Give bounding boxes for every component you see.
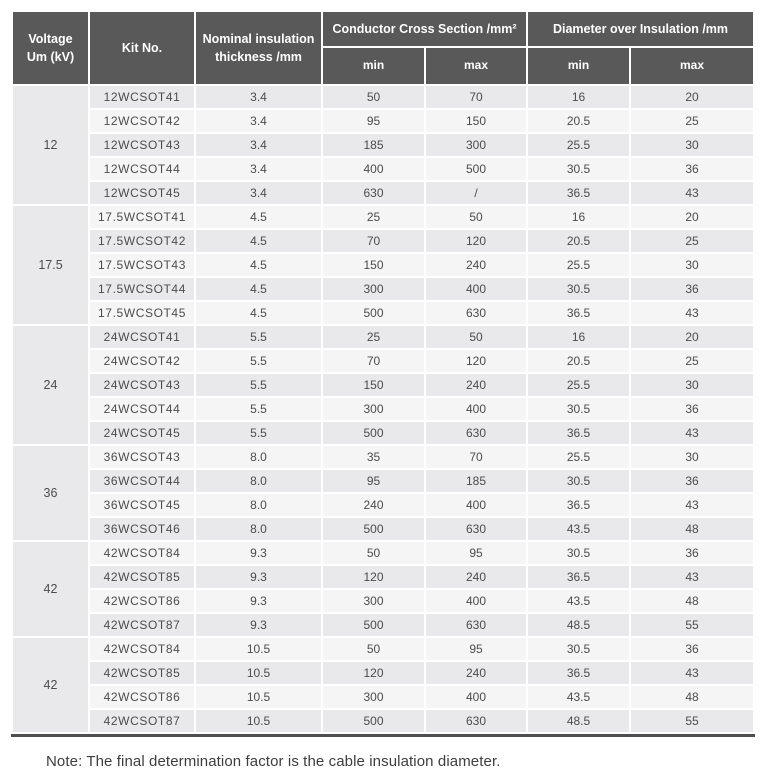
table-row [13, 254, 753, 276]
dia-min-cell: 48.5 [528, 710, 629, 732]
col-header-dia-max: max [631, 48, 753, 84]
ccs-max-cell: / [426, 182, 526, 204]
dia-max-cell: 30 [631, 254, 753, 276]
table-row [13, 158, 753, 180]
ccs-max-cell: 300 [426, 134, 526, 156]
table-row [13, 206, 753, 228]
dia-max-cell: 30 [631, 134, 753, 156]
ccs-min-cell: 120 [323, 566, 424, 588]
ccs-min-cell: 500 [323, 710, 424, 732]
dia-max-cell: 55 [631, 710, 753, 732]
thickness-cell: 4.5 [196, 206, 321, 228]
ccs-min-cell: 300 [323, 686, 424, 708]
dia-min-cell: 25.5 [528, 254, 629, 276]
ccs-max-cell: 120 [426, 350, 526, 372]
dia-min-cell: 25.5 [528, 134, 629, 156]
dia-max-cell: 25 [631, 350, 753, 372]
ccs-min-cell: 500 [323, 614, 424, 636]
table-row [13, 542, 753, 564]
table-row [13, 686, 753, 708]
kit-no-cell: 12WCSOT43 [90, 134, 194, 156]
table-row [13, 494, 753, 516]
dia-max-cell: 48 [631, 518, 753, 540]
col-header-thickness-line2: thickness /mm [215, 50, 302, 64]
dia-min-cell: 30.5 [528, 542, 629, 564]
thickness-cell: 10.5 [196, 662, 321, 684]
thickness-cell: 10.5 [196, 638, 321, 660]
dia-min-cell: 30.5 [528, 278, 629, 300]
thickness-cell: 4.5 [196, 230, 321, 252]
kit-no-cell: 17.5WCSOT41 [90, 206, 194, 228]
kit-no-cell: 36WCSOT44 [90, 470, 194, 492]
dia-min-cell: 20.5 [528, 230, 629, 252]
ccs-max-cell: 630 [426, 518, 526, 540]
ccs-max-cell: 400 [426, 494, 526, 516]
kit-no-cell: 24WCSOT41 [90, 326, 194, 348]
kit-no-cell: 12WCSOT44 [90, 158, 194, 180]
dia-max-cell: 43 [631, 566, 753, 588]
table-row [13, 134, 753, 156]
dia-min-cell: 36.5 [528, 494, 629, 516]
kit-no-cell: 42WCSOT87 [90, 710, 194, 732]
table-row [13, 374, 753, 396]
ccs-min-cell: 300 [323, 590, 424, 612]
dia-min-cell: 36.5 [528, 662, 629, 684]
dia-min-cell: 43.5 [528, 518, 629, 540]
table-row [13, 302, 753, 324]
dia-max-cell: 30 [631, 374, 753, 396]
ccs-min-cell: 500 [323, 422, 424, 444]
table-row [13, 614, 753, 636]
ccs-max-cell: 400 [426, 590, 526, 612]
dia-min-cell: 36.5 [528, 422, 629, 444]
thickness-cell: 9.3 [196, 566, 321, 588]
col-header-thickness-line1: Nominal insulation [202, 31, 315, 46]
thickness-cell: 3.4 [196, 158, 321, 180]
ccs-max-cell: 50 [426, 206, 526, 228]
col-header-diameter-over-insulation: Diameter over Insulation /mm [528, 12, 753, 46]
ccs-max-cell: 70 [426, 86, 526, 108]
header-row-groups [13, 12, 753, 46]
dia-min-cell: 43.5 [528, 590, 629, 612]
voltage-cell: 42 [13, 542, 88, 636]
table-row [13, 710, 753, 732]
dia-min-cell: 36.5 [528, 182, 629, 204]
voltage-cell: 17.5 [13, 206, 88, 324]
dia-max-cell: 43 [631, 302, 753, 324]
dia-min-cell: 16 [528, 86, 629, 108]
ccs-max-cell: 630 [426, 422, 526, 444]
ccs-max-cell: 120 [426, 230, 526, 252]
table-row [13, 590, 753, 612]
dia-max-cell: 43 [631, 182, 753, 204]
dia-min-cell: 48.5 [528, 614, 629, 636]
table-row [13, 350, 753, 372]
thickness-cell: 3.4 [196, 86, 321, 108]
kit-no-cell: 12WCSOT42 [90, 110, 194, 132]
thickness-cell: 3.4 [196, 110, 321, 132]
dia-min-cell: 25.5 [528, 374, 629, 396]
ccs-min-cell: 95 [323, 470, 424, 492]
ccs-max-cell: 240 [426, 254, 526, 276]
kit-no-cell: 42WCSOT86 [90, 590, 194, 612]
kit-no-cell: 42WCSOT85 [90, 662, 194, 684]
note-text: Note: The final determination factor is the cable insulation diameter. [46, 753, 501, 770]
thickness-cell: 5.5 [196, 422, 321, 444]
ccs-min-cell: 50 [323, 542, 424, 564]
ccs-max-cell: 400 [426, 278, 526, 300]
ccs-min-cell: 300 [323, 278, 424, 300]
dia-min-cell: 30.5 [528, 638, 629, 660]
ccs-min-cell: 300 [323, 398, 424, 420]
dia-max-cell: 55 [631, 614, 753, 636]
table-row [13, 446, 753, 468]
dia-max-cell: 48 [631, 590, 753, 612]
table-row [13, 182, 753, 204]
table-row [13, 398, 753, 420]
dia-max-cell: 36 [631, 638, 753, 660]
dia-max-cell: 25 [631, 230, 753, 252]
ccs-min-cell: 150 [323, 374, 424, 396]
kit-no-cell: 24WCSOT44 [90, 398, 194, 420]
ccs-min-cell: 500 [323, 518, 424, 540]
kit-no-cell: 42WCSOT86 [90, 686, 194, 708]
col-header-conductor-cross-section: Conductor Cross Section /mm² [323, 12, 526, 46]
voltage-cell: 42 [13, 638, 88, 732]
ccs-min-cell: 500 [323, 302, 424, 324]
col-header-kit-no: Kit No. [90, 12, 194, 84]
table-row [13, 326, 753, 348]
dia-max-cell: 36 [631, 470, 753, 492]
ccs-max-cell: 240 [426, 662, 526, 684]
kit-no-cell: 12WCSOT41 [90, 86, 194, 108]
thickness-cell: 8.0 [196, 494, 321, 516]
table-bottom-border [11, 734, 755, 737]
dia-max-cell: 36 [631, 542, 753, 564]
col-header-ccs-min: min [323, 48, 424, 84]
dia-min-cell: 30.5 [528, 398, 629, 420]
voltage-cell: 24 [13, 326, 88, 444]
thickness-cell: 9.3 [196, 614, 321, 636]
thickness-cell: 9.3 [196, 542, 321, 564]
dia-min-cell: 16 [528, 206, 629, 228]
dia-max-cell: 36 [631, 278, 753, 300]
table-row [13, 566, 753, 588]
ccs-max-cell: 70 [426, 446, 526, 468]
ccs-min-cell: 400 [323, 158, 424, 180]
ccs-min-cell: 50 [323, 638, 424, 660]
table-row [13, 422, 753, 444]
kit-no-cell: 12WCSOT45 [90, 182, 194, 204]
kit-no-cell: 24WCSOT45 [90, 422, 194, 444]
thickness-cell: 8.0 [196, 518, 321, 540]
col-header-voltage-line1: Voltage [28, 31, 73, 46]
dia-max-cell: 25 [631, 110, 753, 132]
dia-max-cell: 43 [631, 422, 753, 444]
thickness-cell: 10.5 [196, 710, 321, 732]
ccs-max-cell: 500 [426, 158, 526, 180]
table-body [13, 86, 753, 732]
dia-min-cell: 30.5 [528, 470, 629, 492]
ccs-max-cell: 95 [426, 638, 526, 660]
dia-max-cell: 43 [631, 494, 753, 516]
ccs-max-cell: 95 [426, 542, 526, 564]
ccs-max-cell: 185 [426, 470, 526, 492]
dia-min-cell: 16 [528, 326, 629, 348]
dia-min-cell: 20.5 [528, 350, 629, 372]
dia-max-cell: 20 [631, 206, 753, 228]
thickness-cell: 5.5 [196, 374, 321, 396]
kit-no-cell: 36WCSOT45 [90, 494, 194, 516]
kit-no-cell: 36WCSOT46 [90, 518, 194, 540]
dia-max-cell: 43 [631, 662, 753, 684]
dia-max-cell: 48 [631, 686, 753, 708]
thickness-cell: 5.5 [196, 350, 321, 372]
ccs-min-cell: 70 [323, 350, 424, 372]
col-header-dia-min: min [528, 48, 629, 84]
ccs-max-cell: 240 [426, 566, 526, 588]
ccs-max-cell: 50 [426, 326, 526, 348]
ccs-min-cell: 120 [323, 662, 424, 684]
thickness-cell: 4.5 [196, 278, 321, 300]
voltage-cell: 12 [13, 86, 88, 204]
table-row [13, 662, 753, 684]
thickness-cell: 3.4 [196, 134, 321, 156]
table-row [13, 86, 753, 108]
kit-no-cell: 17.5WCSOT42 [90, 230, 194, 252]
table-row [13, 278, 753, 300]
table-row [13, 110, 753, 132]
ccs-min-cell: 630 [323, 182, 424, 204]
dia-max-cell: 36 [631, 398, 753, 420]
ccs-min-cell: 70 [323, 230, 424, 252]
ccs-min-cell: 150 [323, 254, 424, 276]
kit-no-cell: 42WCSOT87 [90, 614, 194, 636]
table-row [13, 518, 753, 540]
ccs-min-cell: 35 [323, 446, 424, 468]
ccs-min-cell: 95 [323, 110, 424, 132]
kit-no-cell: 17.5WCSOT44 [90, 278, 194, 300]
thickness-cell: 4.5 [196, 254, 321, 276]
col-header-voltage [13, 12, 88, 84]
ccs-max-cell: 240 [426, 374, 526, 396]
ccs-max-cell: 400 [426, 398, 526, 420]
thickness-cell: 3.4 [196, 182, 321, 204]
ccs-min-cell: 25 [323, 206, 424, 228]
ccs-max-cell: 150 [426, 110, 526, 132]
dia-max-cell: 20 [631, 86, 753, 108]
col-header-thickness [196, 12, 321, 84]
thickness-cell: 5.5 [196, 326, 321, 348]
thickness-cell: 8.0 [196, 446, 321, 468]
kit-no-cell: 36WCSOT43 [90, 446, 194, 468]
ccs-min-cell: 240 [323, 494, 424, 516]
thickness-cell: 9.3 [196, 590, 321, 612]
kit-no-cell: 24WCSOT42 [90, 350, 194, 372]
thickness-cell: 5.5 [196, 398, 321, 420]
table-row [13, 470, 753, 492]
table-row [13, 230, 753, 252]
kit-no-cell: 42WCSOT84 [90, 638, 194, 660]
voltage-cell: 36 [13, 446, 88, 540]
ccs-max-cell: 630 [426, 614, 526, 636]
col-header-voltage-line2: Um (kV) [26, 50, 75, 64]
kit-no-cell: 17.5WCSOT45 [90, 302, 194, 324]
kit-no-cell: 42WCSOT84 [90, 542, 194, 564]
dia-max-cell: 20 [631, 326, 753, 348]
dia-min-cell: 36.5 [528, 566, 629, 588]
ccs-min-cell: 25 [323, 326, 424, 348]
dia-min-cell: 20.5 [528, 110, 629, 132]
kit-no-cell: 17.5WCSOT43 [90, 254, 194, 276]
insulation-kit-table [11, 10, 755, 734]
thickness-cell: 4.5 [196, 302, 321, 324]
ccs-min-cell: 185 [323, 134, 424, 156]
ccs-max-cell: 630 [426, 710, 526, 732]
table-header [13, 12, 753, 84]
thickness-cell: 10.5 [196, 686, 321, 708]
dia-min-cell: 36.5 [528, 302, 629, 324]
ccs-max-cell: 630 [426, 302, 526, 324]
col-header-ccs-max: max [426, 48, 526, 84]
dia-min-cell: 30.5 [528, 158, 629, 180]
ccs-max-cell: 400 [426, 686, 526, 708]
dia-max-cell: 30 [631, 446, 753, 468]
ccs-min-cell: 50 [323, 86, 424, 108]
kit-no-cell: 42WCSOT85 [90, 566, 194, 588]
thickness-cell: 8.0 [196, 470, 321, 492]
dia-max-cell: 36 [631, 158, 753, 180]
dia-min-cell: 43.5 [528, 686, 629, 708]
kit-no-cell: 24WCSOT43 [90, 374, 194, 396]
dia-min-cell: 25.5 [528, 446, 629, 468]
table-row [13, 638, 753, 660]
